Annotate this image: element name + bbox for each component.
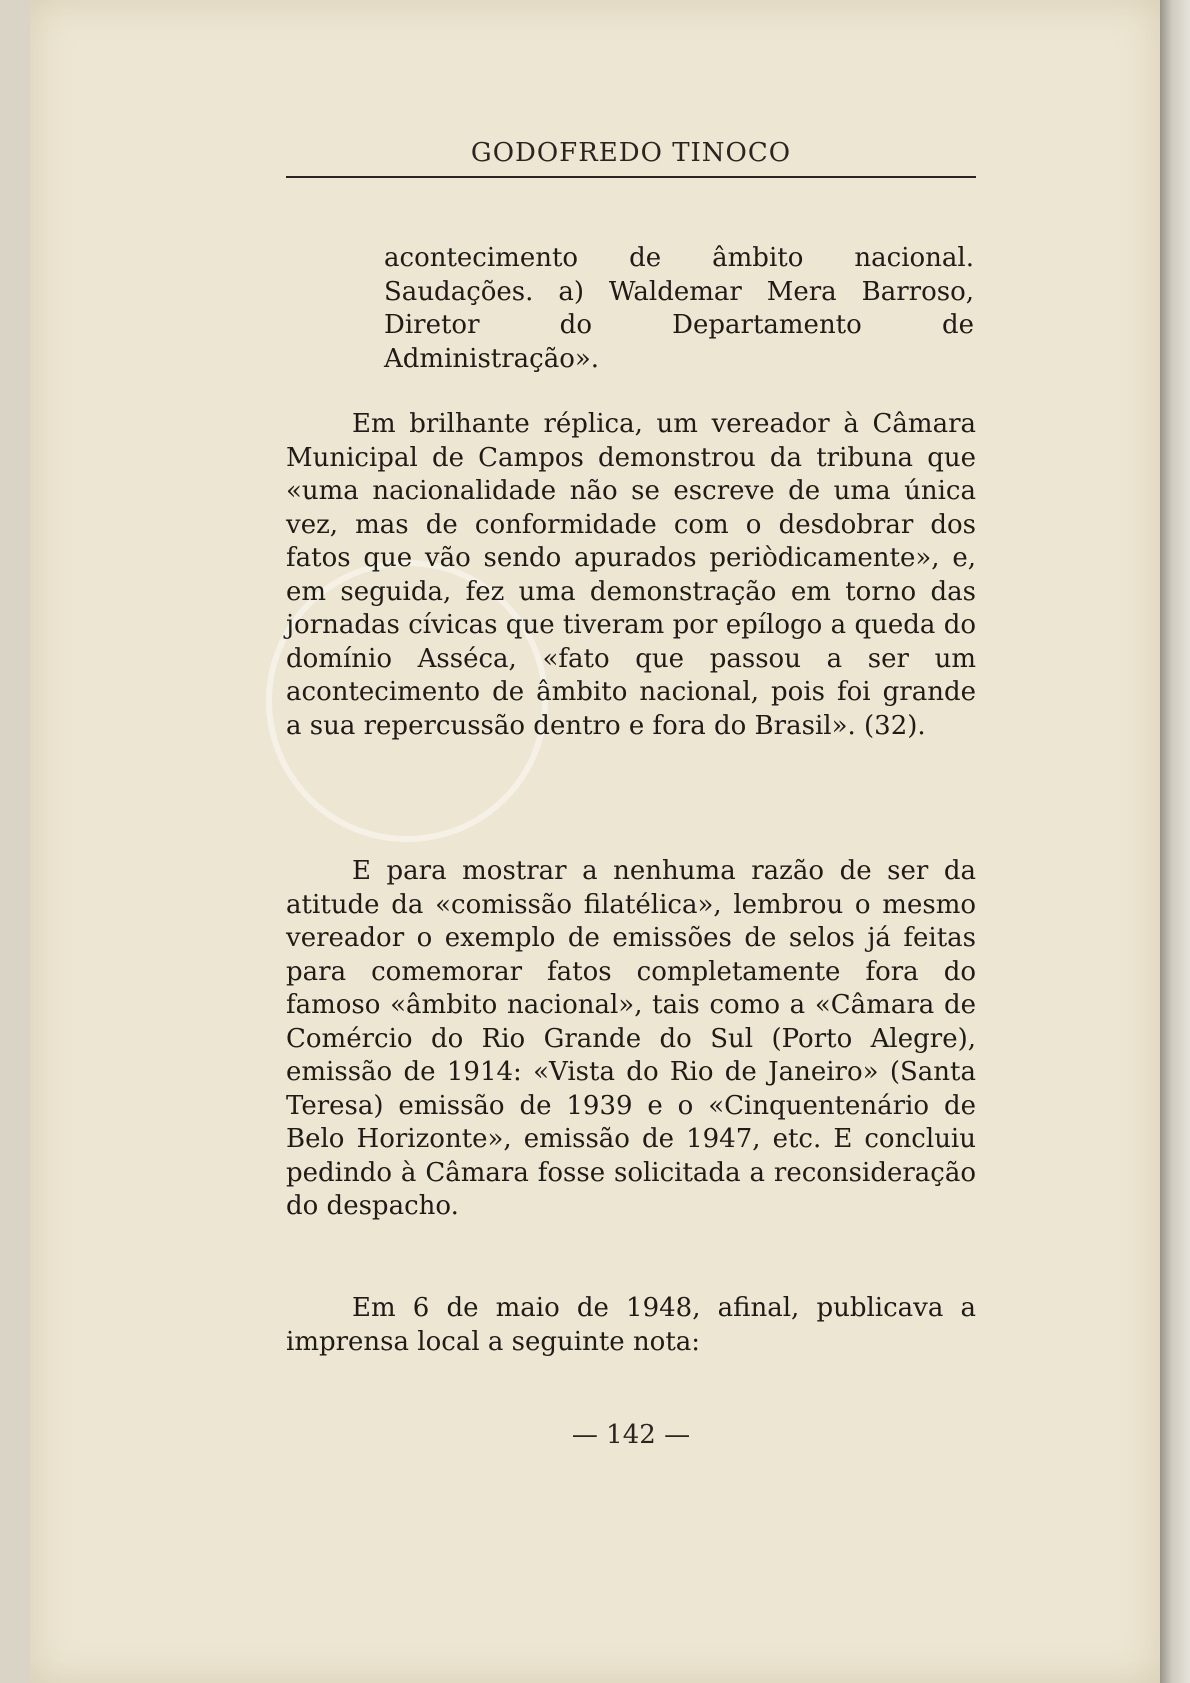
running-head: GODOFREDO TINOCO — [470, 138, 792, 168]
page-edge — [1160, 0, 1190, 1683]
page-number: — 142 — — [571, 1420, 691, 1450]
quote-paragraph: acontecimento de âmbito nacional. Saudações. a) Waldemar Mera Barroso, Diretor do Departamento de Administração». — [384, 243, 974, 374]
quoted-text-block — [384, 242, 974, 376]
body-paragraph-1 — [286, 408, 976, 743]
body-paragraph-3 — [286, 1292, 976, 1359]
paragraph-text: E para mostrar a nenhuma razão de ser da atitude da «comissão filatélica», lembrou o mesmo vereador o exemplo de emissões de selos já feitas para comemorar fatos completamente fora do famoso «âmbito nacional», tais como a «Câmara de Comércio do Rio Grande do Sul (Porto Alegre), emissão de 1914: «Vista do Rio de Janeiro» (Santa Teresa) emissão de 1939 e o «Cinquentenário de Belo Horizonte», emissão de 1947, etc. E concluiu pedindo à Câmara fosse solicitada a reconsideração do despacho. — [286, 856, 976, 1221]
paragraph-text: Em 6 de maio de 1948, afinal, publicava a imprensa local a seguinte nota: — [286, 1293, 976, 1357]
header-rule — [286, 176, 976, 178]
body-paragraph-2 — [286, 855, 976, 1224]
paragraph-text: Em brilhante réplica, um vereador à Câmara Municipal de Campos demonstrou da tribuna que «uma nacionalidade não se escreve de uma única vez, mas de conformidade com o desdobrar dos fatos que vão sendo apurados periòdicamente», e, em seguida, fez uma demonstração em torno das jornadas cívicas que tiveram por epílogo a queda do domínio Asséca, «fato que passou a ser um acontecimento de âmbito nacional, pois foi grande a sua repercussão dentro e fora do Brasil». (32). — [286, 409, 976, 741]
